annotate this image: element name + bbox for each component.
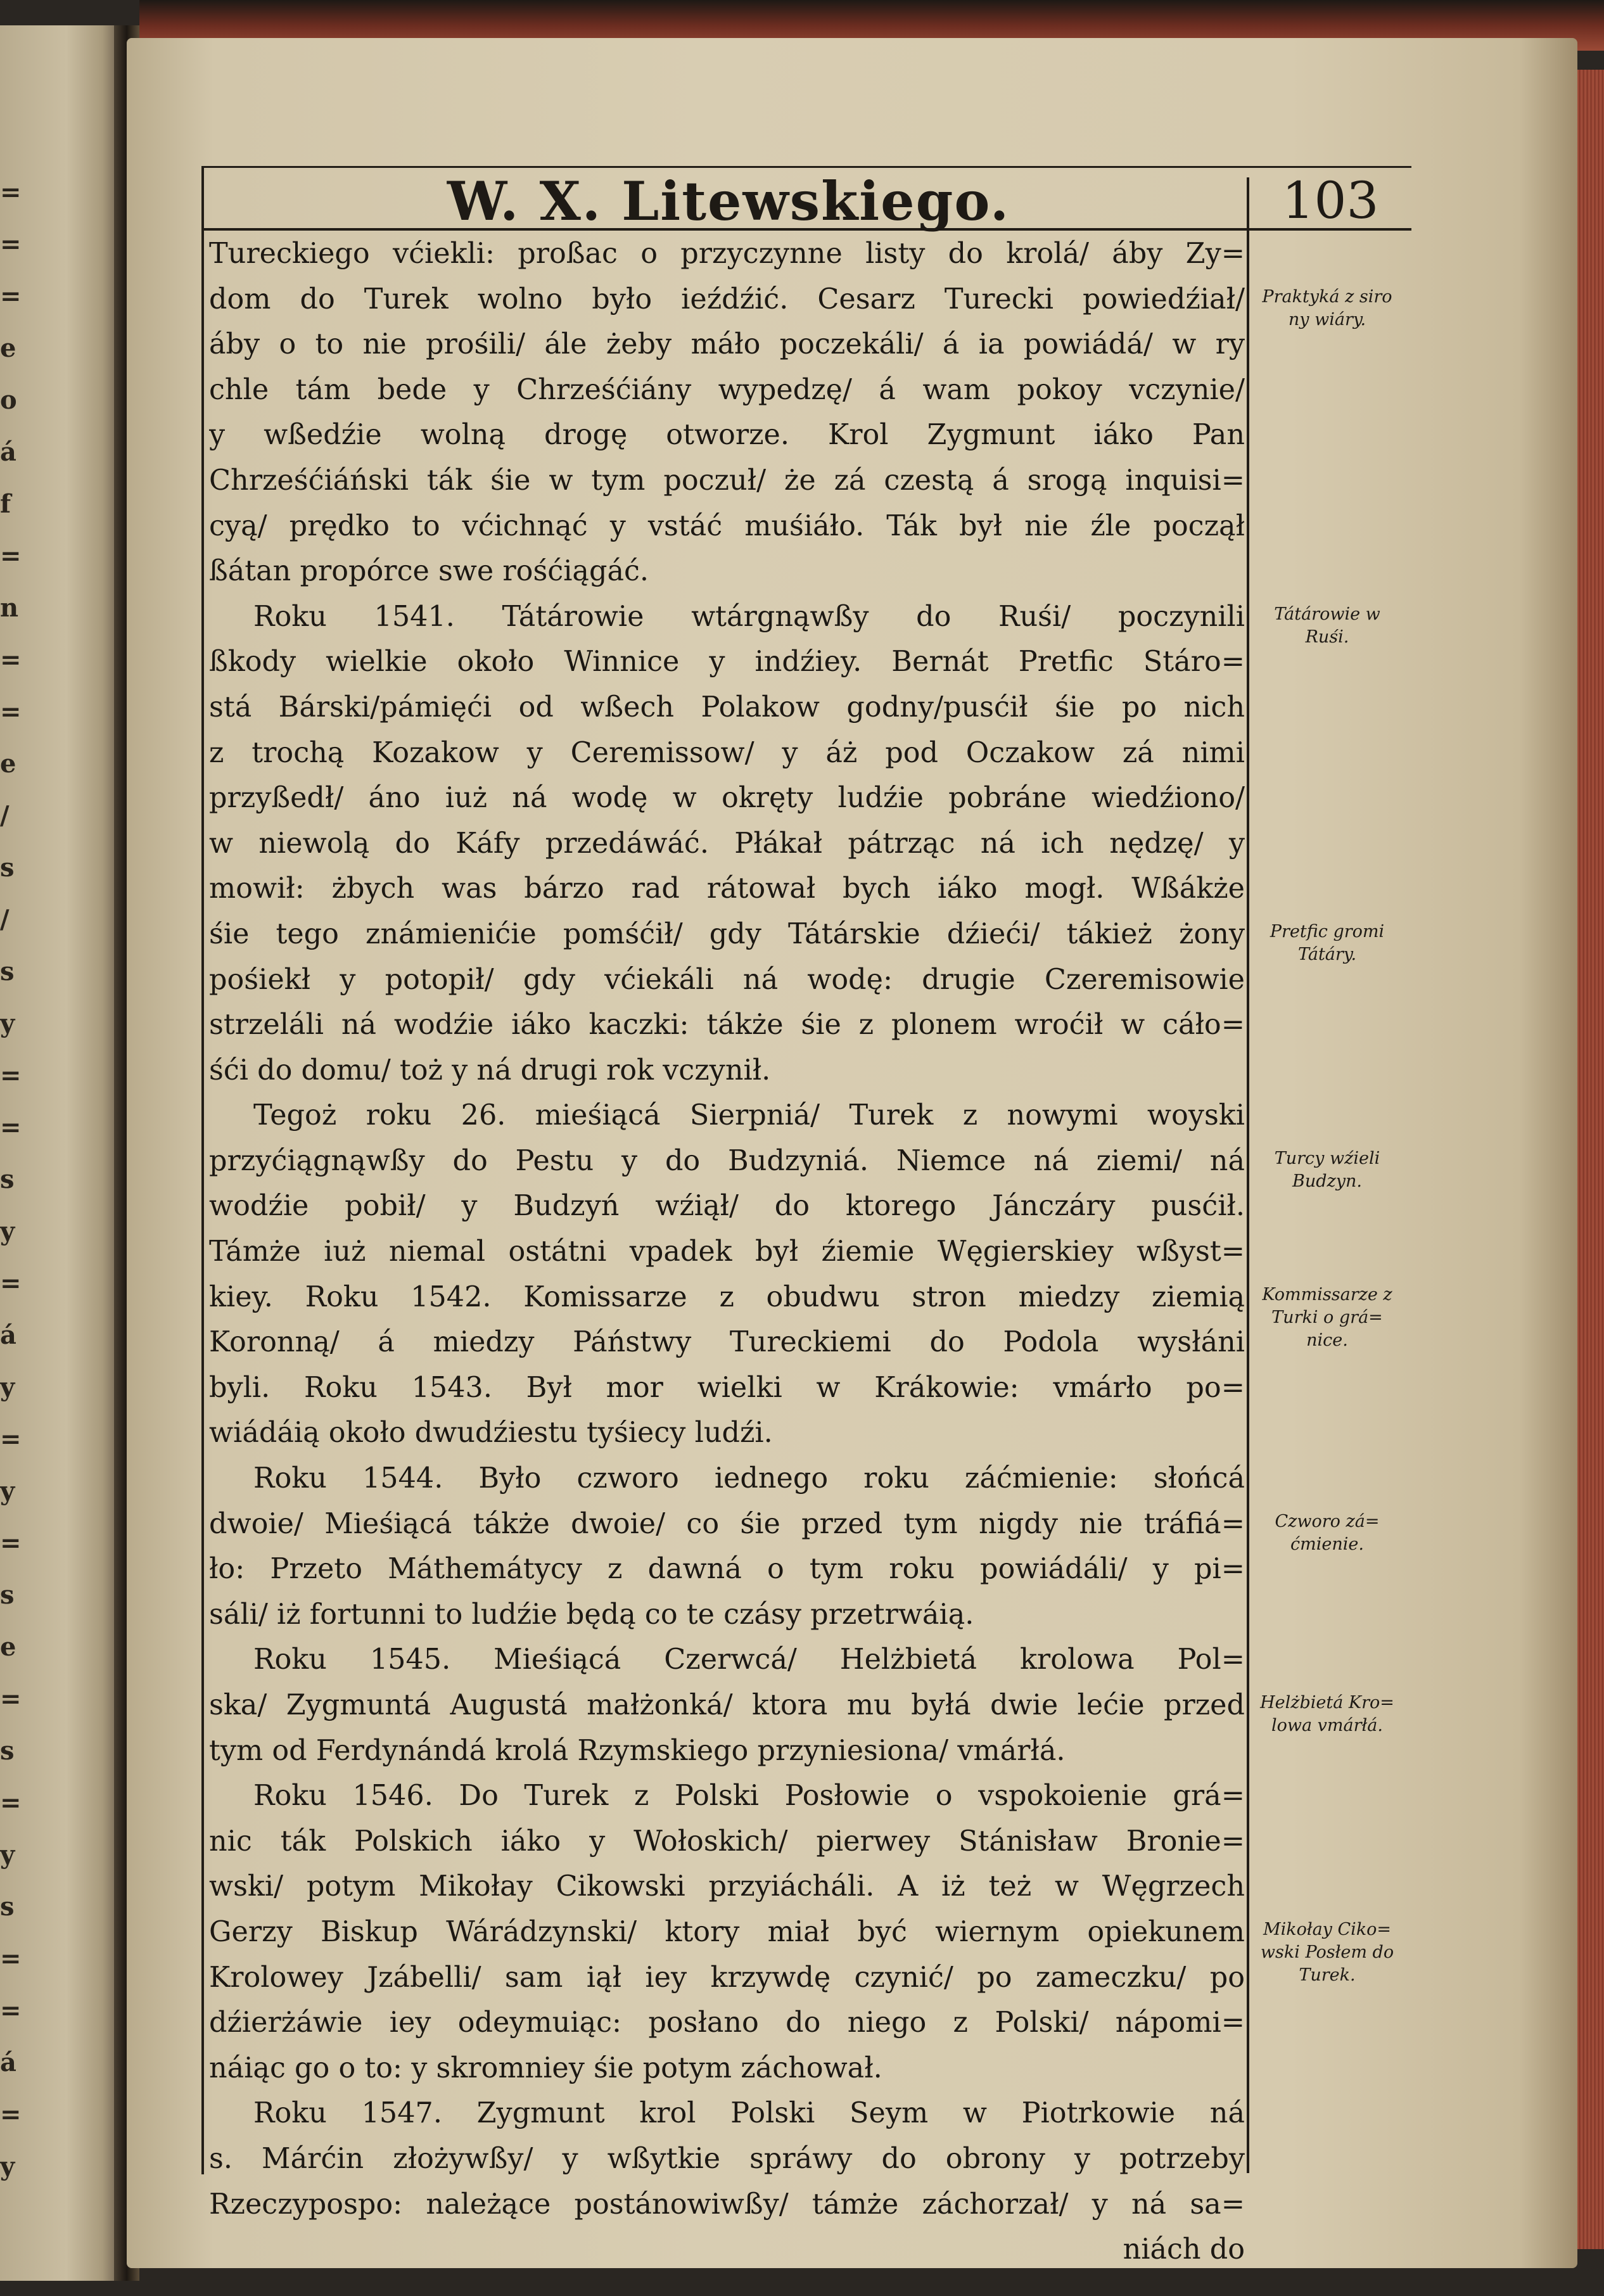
margin-note: Kommissarze z Turki o grá= nice. xyxy=(1262,1284,1392,1350)
left-page-glyph: s xyxy=(0,957,15,986)
left-page-glyph: = xyxy=(0,1424,22,1454)
left-page-glyph: s xyxy=(0,853,15,883)
left-page-glyph: = xyxy=(0,281,22,311)
text-line: ska/ Zygmuntá Augustá małżonká/ ktora mu byłá dwie lećie przed xyxy=(209,1689,1245,1721)
text-line: ßátan propórce swe rośćiągáć. xyxy=(209,555,649,588)
left-page-glyph: e xyxy=(0,333,16,363)
text-line: tym od Ferdynándá krolá Rzymskiego przyniesiona/ vmárłá. xyxy=(209,1734,1066,1767)
text-line: śći do domu/ toż y ná drugi rok vczynił. xyxy=(209,1054,771,1087)
text-line: strzeláli ná wodźie iáko kaczki: tákże śie z plonem wroćił w cáło= xyxy=(209,1009,1245,1042)
left-page-glyph: e xyxy=(0,1632,16,1662)
left-page-glyph: e xyxy=(0,749,16,779)
left-page-glyph: y xyxy=(0,1476,15,1506)
text-line: Roku 1547. Zygmunt krol Polski Seym w Piotrkowie ná xyxy=(253,2097,1245,2130)
text-line: Koronną/ á miedzy Páństwy Tureckiemi do Podola wysłáni xyxy=(209,1326,1245,1359)
text-line: byli. Roku 1543. Był mor wielki w Krákowie: vmárło po= xyxy=(209,1371,1245,1404)
text-line: wodźie pobił/ y Budzyń wźiął/ do ktorego Jánczáry pusćił. xyxy=(209,1190,1245,1223)
text-line: Roku 1546. Do Turek z Polski Posłowie o vspokoienie grá= xyxy=(253,1780,1245,1813)
text-line: dwoie/ Mieśiącá tákże dwoie/ co śie przed tym nigdy nie tráfiá= xyxy=(209,1507,1245,1540)
text-line: przyćiągnąwßy do Pestu y do Budzyniá. Niemce ná ziemi/ ná xyxy=(209,1144,1245,1177)
margin-note: Czworo zá= ćmienie. xyxy=(1275,1511,1380,1554)
left-page-glyph: á xyxy=(0,437,16,467)
left-page-glyph: s xyxy=(0,1736,15,1766)
left-page-glyph: = xyxy=(0,1268,22,1298)
page-number: 103 xyxy=(1282,171,1379,230)
text-line: chle tám bede y Chrześćiány wypedzę/ á wam pokoy vczynie/ xyxy=(209,373,1245,406)
text-line: z trochą Kozakow y Ceremissow/ y áż pod Oczakow zá nimi xyxy=(209,736,1245,769)
margin-note: Pretfic gromi Tátáry. xyxy=(1270,922,1385,964)
left-page-fragment xyxy=(0,25,120,2281)
left-page-glyph: y xyxy=(0,1372,15,1402)
left-page-glyph: = xyxy=(0,1113,22,1142)
left-page-glyph: = xyxy=(0,1996,22,2025)
text-line: Krolowey Jzábelli/ sam iął iey krzywdę czynić/ po zameczku/ po xyxy=(209,1961,1245,1994)
left-page-glyph: s xyxy=(0,1164,15,1194)
text-line: y wßedźie wolną drogę otworze. Krol Zygmunt iáko Pan xyxy=(209,419,1245,452)
text-line: áby o to nie prośili/ ále żeby máło poczekáli/ á ia powiádá/ w ry xyxy=(209,328,1245,361)
text-line: Rzeczypospo: należące postánowiwßy/ támże záchorzał/ y ná sa= xyxy=(209,2188,1245,2221)
text-line: wiádáią około dwudźiestu tyśiecy ludźi. xyxy=(209,1417,773,1450)
margin-note: Helżbietá Kro= lowa vmárłá. xyxy=(1260,1693,1394,1736)
text-line: s. Márćin złożywßy/ y wßytkie spráwy do obrony y potrzeby xyxy=(209,2142,1245,2175)
left-page-glyph: y xyxy=(0,2152,15,2181)
text-line: Roku 1545. Mieśiącá Czerwcá/ Helżbietá krolowa Pol= xyxy=(253,1643,1245,1676)
text-line: wski/ potym Mikołay Cikowski przyiácháli. A iż też w Węgrzech xyxy=(209,1870,1245,1903)
left-page-glyph: = xyxy=(0,177,22,207)
text-line: náiąc go o to: y skromniey śie potym záchował. xyxy=(209,2051,882,2084)
text-line: w niewolą do Káfy przedáwáć. Płákał pátrząc ná ich nędzę/ y xyxy=(209,827,1245,860)
left-page-glyph: = xyxy=(0,1061,22,1090)
left-page-glyph: á xyxy=(0,1320,16,1350)
running-head-title: W. X. Litewskiego. xyxy=(447,170,1010,233)
left-page-glyph: = xyxy=(0,1528,22,1558)
left-page-glyph: y xyxy=(0,1216,15,1246)
left-frame-rule xyxy=(201,166,204,2174)
left-page-glyph: s xyxy=(0,1580,15,1610)
left-page-glyph: = xyxy=(0,541,22,571)
left-page-glyph: = xyxy=(0,1788,22,1818)
text-line: sáli/ iż fortunni to ludźie będą co te czásy przetrwáią. xyxy=(209,1598,974,1631)
left-page-glyph: s xyxy=(0,1892,15,1922)
left-page-glyph: á xyxy=(0,2048,16,2077)
margin-note: Praktyká z siro ny wiáry. xyxy=(1262,286,1392,329)
text-line: Tegoż roku 26. mieśiącá Sierpniá/ Turek z nowymi woyski xyxy=(253,1099,1245,1132)
left-page-glyph: y xyxy=(0,1840,15,1870)
margin-note: Turcy wźieli Budzyn. xyxy=(1274,1149,1380,1191)
text-line: Támże iuż niemal ostátni vpadek był źiemie Węgierskiey wßyst= xyxy=(209,1235,1245,1268)
left-page-glyph: f xyxy=(0,489,11,519)
left-page-glyph: n xyxy=(0,593,19,623)
text-line: przyßedł/ áno iuż ná wodę w okręty ludźie pobráne wiedźiono/ xyxy=(209,782,1245,815)
left-page-glyph: y xyxy=(0,1009,15,1038)
text-line: Roku 1541. Tátárowie wtárgnąwßy do Ruśi/ poczynili xyxy=(253,600,1245,633)
top-rule xyxy=(201,166,1411,168)
left-page-glyph: = xyxy=(0,645,22,675)
text-line: cyą/ prędko to vćichnąć y vstáć muśiáło. Ták był nie źle począł xyxy=(209,509,1245,542)
main-text-block xyxy=(209,231,1245,2273)
text-line: śie tego známienićie pomśćił/ gdy Tátárskie dźieći/ tákież żony xyxy=(209,917,1245,950)
text-line: Chrześćiáński ták śie w tym poczuł/ że zá czestą á srogą inquisi= xyxy=(209,464,1245,497)
left-page-glyph: = xyxy=(0,229,22,259)
text-line: kiey. Roku 1542. Komissarze z obudwu stron miedzy ziemią xyxy=(209,1280,1245,1313)
text-line: dźierżáwie iey odeymuiąc: posłano do niego z Polski/ nápomi= xyxy=(209,2006,1245,2039)
text-line: stá Bárski/pámięći od wßech Polakow godny/pusćił śie po nich xyxy=(209,691,1245,724)
text-line: nic ták Polskich iáko y Wołoskich/ pierwey Stánisław Bronie= xyxy=(209,1825,1245,1858)
left-page-glyph: / xyxy=(0,801,10,831)
margin-column-rule xyxy=(1247,177,1249,2173)
margin-note: Tátárowie w Ruśi. xyxy=(1274,604,1380,647)
left-page-glyph: = xyxy=(0,1944,22,1974)
left-page-glyph: = xyxy=(0,697,22,727)
text-line: ło: Przeto Máthemátycy z dawná o tym roku powiádáli/ y pi= xyxy=(209,1553,1245,1586)
text-line: dom do Turek wolno było ieźdźić. Cesarz Turecki powiedźiał/ xyxy=(209,283,1245,316)
text-line: pośiekł y potopił/ gdy vćiekáli ná wodę: drugie Czeremisowie xyxy=(209,963,1245,996)
left-page-glyph: / xyxy=(0,905,10,934)
left-page-glyph: o xyxy=(0,385,17,415)
left-page-glyph: = xyxy=(0,2100,22,2129)
left-page-glyph: = xyxy=(0,1684,22,1714)
text-line: niách do xyxy=(1123,2233,1245,2266)
text-line: Gerzy Biskup Wárádzynski/ ktory miał być wiernym opiekunem xyxy=(209,1915,1245,1948)
text-line: Roku 1544. Było czworo iednego roku záćmienie: słońcá xyxy=(253,1462,1245,1495)
text-line: ßkody wielkie około Winnice y indźiey. Bernát Pretfic Stáro= xyxy=(209,646,1245,679)
text-line: Tureckiego vćiekli: proßac o przyczynne listy do krolá/ áby Zy= xyxy=(209,238,1245,270)
text-line: mowił: żbych was bárzo rad rátował bych iáko mogł. Wßákże xyxy=(209,872,1245,905)
margin-note: Mikołay Ciko= wski Posłem do Turek. xyxy=(1260,1920,1394,1986)
